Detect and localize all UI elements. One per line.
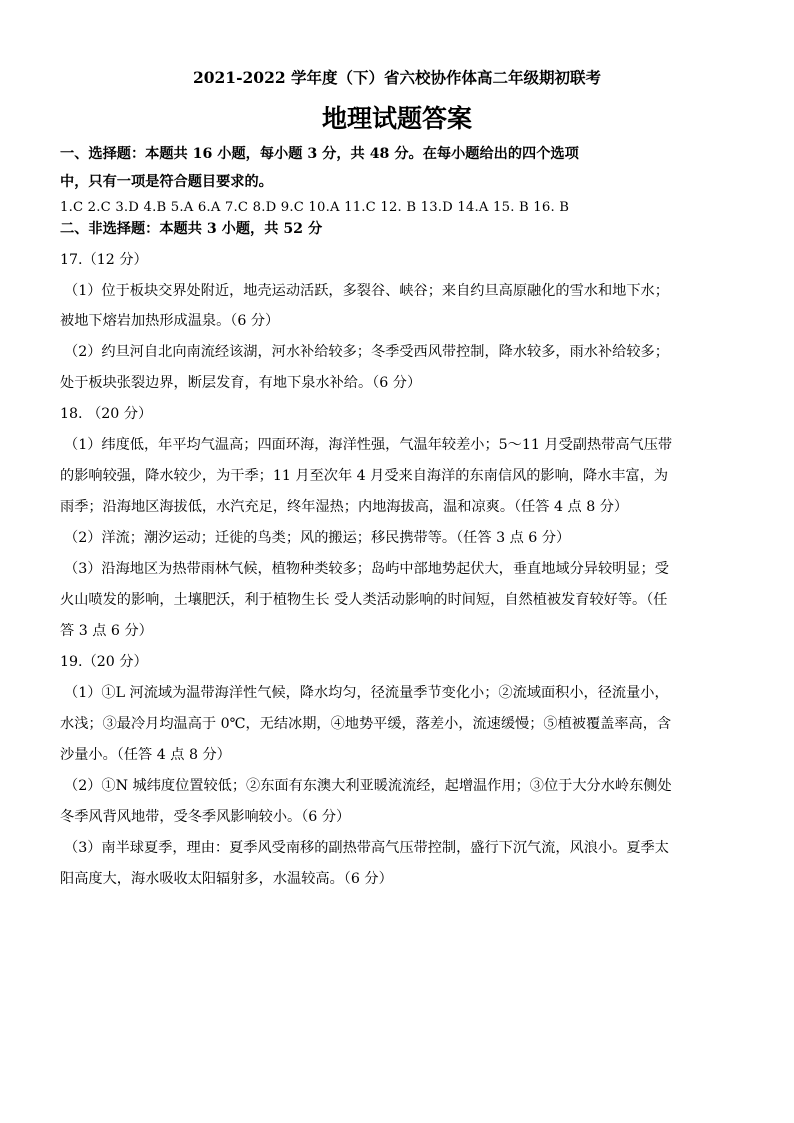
q17-part1-line2: 被地下熔岩加热形成温泉。（6 分）: [60, 313, 280, 329]
q19-part1-line1: （1）①L 河流域为温带海洋性气候，降水均匀，径流量季节变化小；②流域面积小，径流量小，: [64, 685, 669, 701]
multiple-choice-answers: 1.C 2.C 3.D 4.B 5.A 6.A 7.C 8.D 9.C 10.A 11.C 12. B 13.D 14.A 15. B 16. B: [60, 200, 570, 215]
q18-part1-line1: （1）纬度低，年平均气温高；四面环海，海洋性强，气温年较差小；5～11 月受副热带高气压带: [64, 437, 673, 453]
q19-label: 19.（20 分）: [60, 654, 148, 670]
q18-label: 18. （20 分）: [60, 406, 153, 422]
q18-part1-line2: 的影响较强，降水较少，为干季；11 月至次年 4 月受来自海洋的东南信风的影响，降水丰富，为: [60, 468, 669, 484]
q19-part2-line2: 冬季风背风地带，受冬季风影响较小。（6 分）: [60, 809, 351, 825]
page-title: 地理试题答案: [321, 104, 472, 133]
q17-part2-line2: 处于板块张裂边界，断层发育，有地下泉水补给。（6 分）: [60, 375, 422, 391]
q19-part1-line3: 沙量小。（任答 4 点 8 分）: [60, 747, 231, 763]
q18-part2-line1: （2）洋流；潮汐运动；迁徙的鸟类；风的搬运；移民携带等。（任答 3 点 6 分）: [64, 530, 571, 546]
section2-heading: 二、非选择题：本题共 3 小题，共 52 分: [60, 221, 323, 237]
q17-part1-line1: （1）位于板块交界处附近，地壳运动活跃，多裂谷、峡谷；来自约旦高原融化的雪水和地下水；: [64, 283, 669, 299]
q18-part3-line3: 答 3 点 6 分）: [60, 623, 153, 639]
q19-part3-line2: 阳高度大，海水吸收太阳辐射多，水温较高。（6 分）: [60, 871, 393, 887]
q19-part3-line1: （3）南半球夏季，理由：夏季风受南移的副热带高气压带控制，盛行下沉气流，风浪小。夏季太: [64, 840, 669, 856]
q18-part1-line3: 雨季；沿海地区海拔低，水汽充足，终年湿热；内地海拔高，温和凉爽。（任答 4 点 8 分）: [60, 499, 629, 515]
q18-part3-line2: 火山喷发的影响，土壤肥沃，利于植物生长 受人类活动影响的时间短，自然植被发育较好等。（任: [60, 592, 668, 608]
exam-subtitle: 2021-2022 学年度（下）省六校协作体高二年级期初联考: [192, 68, 602, 87]
q19-part2-line1: （2）①N 城纬度位置较低；②东面有东澳大利亚暖流流经，起增温作用；③位于大分水岭东侧处: [64, 778, 672, 794]
q18-part3-line1: （3）沿海地区为热带雨林气候，植物种类较多；岛屿中部地势起伏大，垂直地域分异较明显；受: [64, 561, 669, 577]
q19-part1-line2: 水浅；③最冷月均温高于 0℃，无结冰期，④地势平缓，落差小，流速缓慢；⑤植被覆盖率高，含: [60, 716, 672, 732]
section1-heading-line2: 中，只有一项是符合题目要求的。: [60, 174, 273, 190]
q17-part2-line1: （2）约旦河自北向南流经该湖，河水补给较多；冬季受西风带控制，降水较多，雨水补给较多；: [64, 344, 669, 360]
section1-heading-line1: 一、选择题：本题共 16 小题，每小题 3 分，共 48 分。在每小题给出的四个选项: [60, 146, 579, 162]
q17-label: 17.（12 分）: [60, 252, 148, 268]
